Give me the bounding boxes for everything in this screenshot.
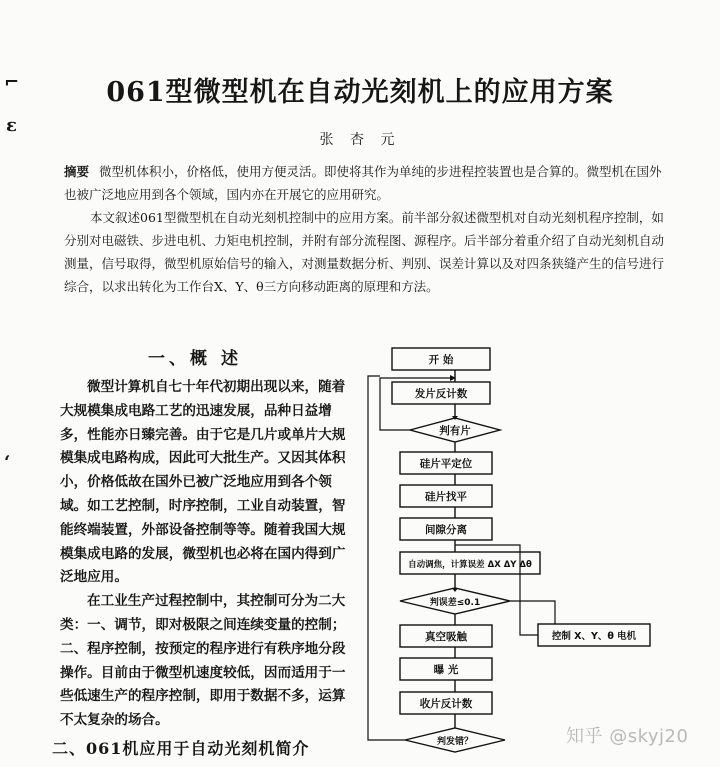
author-name: 张 杏 元 — [319, 132, 401, 148]
abstract-label: 摘要 — [64, 164, 90, 179]
section-1-para-2: 在工业生产过程控制中，其控制可分为二大类：一、调节，即对极限之间连续变量的控制；二、程序控制，按预定的程序进行有秩序地分段操作。目前由于微型机速度较低，因而适用于一些低速生产的程序控制，即用于数据不多，运算不太复杂的场合。 — [60, 593, 346, 729]
abstract-para-1 — [64, 160, 664, 206]
section-1-body — [60, 376, 350, 733]
abstract-block — [64, 160, 664, 298]
flow-text-step1: 发片反计数 — [414, 388, 468, 400]
margin-mark-3: ‘ — [4, 452, 11, 473]
flow-text-decision1: 判有片 — [439, 425, 471, 437]
flow-text-step3: 硅片找平 — [425, 491, 467, 503]
flow-text-decision3: 判发错？ — [436, 737, 474, 747]
flow-text-side: 控制 X、Y、θ 电机 — [551, 631, 637, 642]
flow-text-step8: 收片反计数 — [419, 698, 473, 710]
paper-title: 061型微型机在自动光刻机上的应用方案 — [106, 77, 614, 108]
margin-mark-1: ⌐ — [4, 72, 20, 93]
margin-mark-2: ɛ — [6, 115, 17, 136]
abstract-text-1: 微型机体积小，价格低，使用方便灵活。即使将其作为单纯的步进程控装置也是合算的。微型机在国外也被广泛地应用到各个领域，国内亦在开展它的应用研究。 — [64, 164, 662, 202]
flowchart — [360, 340, 720, 767]
abstract-para-2: 本文叙述061型微型机在自动光刻机控制中的应用方案。前半部分叙述微型机对自动光刻机程序控制，如分别对电磁铁、步进电机、力矩电机控制，并附有部分流程图、源程序。后半部分着重介绍了自动光刻机自动测量，信号取得，微型机原始信号的输入，对测量数据分析、判别、误差计算以及对四条狭缝产生的信号进行综合，以求出转化为工作台X、Y、θ三方向移动距离的原理和方法。 — [64, 210, 665, 294]
flow-text-start: 开 始 — [428, 354, 454, 366]
flow-text-step7: 曝 光 — [433, 664, 459, 676]
section-2-heading: 二、061机应用于自动光刻机简介 — [52, 739, 310, 758]
watermark: 知乎 @skyj20 — [566, 726, 689, 747]
flow-text-step2: 硅片平定位 — [419, 458, 473, 470]
flow-text-step5: 自动调焦，计算误差 ΔX ΔY Δθ — [408, 560, 532, 570]
section-1-heading: 一、概 述 — [148, 349, 242, 369]
section-1-para-1: 微型计算机自七十年代初期出现以来，随着大规模集成电路工艺的迅速发展，品种日益增多，性能亦日臻完善。由于它是几片或单片大规模集成电路构成，因此可大批生产。又因其体积小，价格低故在国外已被广泛地应用到各个领域。如工艺控制，时序控制，工业自动装置，智能终端装置，外部设备控制等等。随着我国大规模集成电路的发展，微型机也必将在国内得到广泛地应用。 — [60, 379, 346, 586]
flow-text-step6: 真空吸触 — [425, 631, 467, 643]
flow-text-step4: 间隙分离 — [425, 524, 467, 536]
flow-text-decision2: 判误差≤0.1 — [429, 598, 481, 608]
